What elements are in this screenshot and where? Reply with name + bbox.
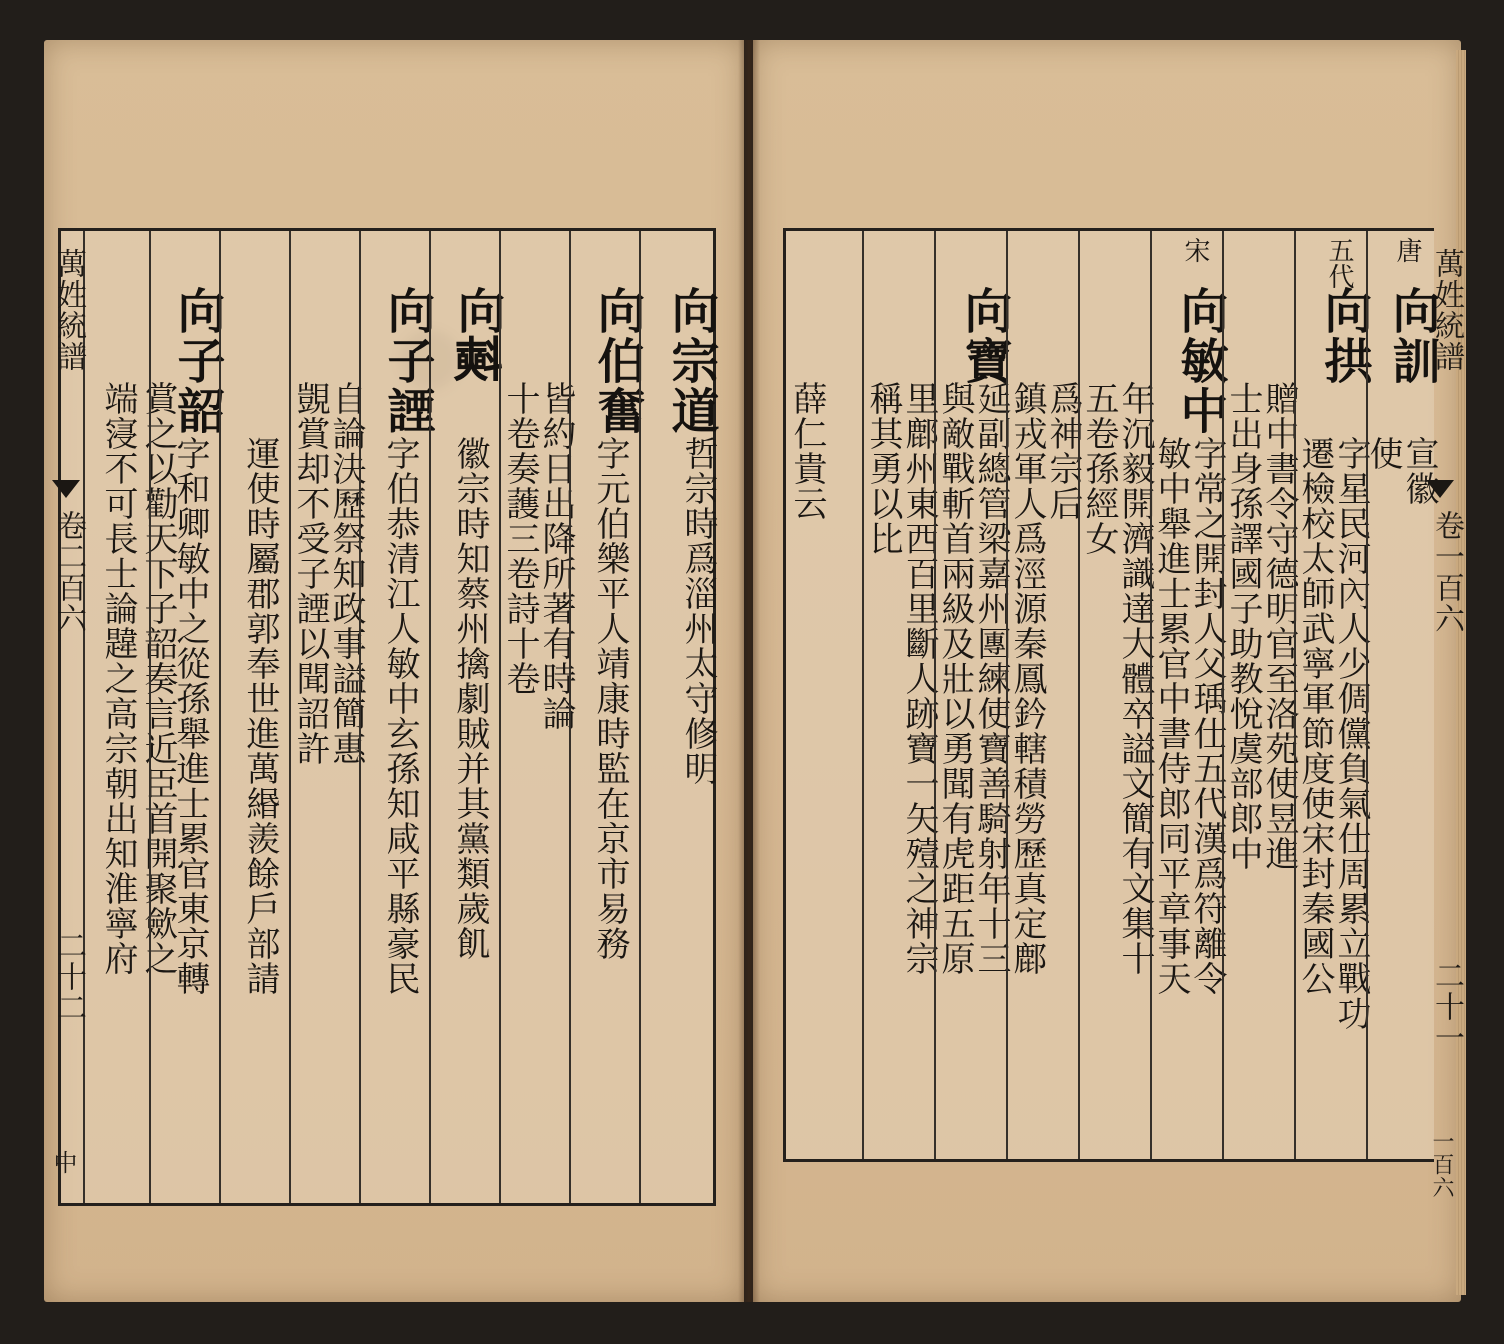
right-entry-col-4	[1006, 231, 1083, 1159]
entry-text-line: 宣徽	[1399, 436, 1439, 506]
entry-text-line: 覬賞却不受子諲以聞詔許	[290, 381, 330, 766]
right-entry-col-6b	[786, 231, 862, 1159]
left-entry-col-2	[569, 231, 645, 1203]
entry-text-line: 十卷奏䕶三卷詩十卷	[500, 381, 540, 696]
right-entry-col-3b	[1078, 231, 1155, 1159]
entry-text-line: 運使時屬郡郭奉世進萬緡羨餘戶部請	[240, 436, 280, 996]
entry-text-line: 五卷孫經女	[1079, 381, 1119, 556]
right-entry-col-5	[934, 231, 1012, 1159]
entry-text-line: 爲神宗后	[1043, 381, 1083, 521]
entry-text-line: 鎮戎軍人爲涇源秦鳳鈐轄積勞歷真定鄜	[1007, 381, 1047, 976]
left-entry-col-1	[639, 231, 719, 1203]
entry-text-line: 字常之開封人父瑀仕五代漢爲符離令	[1187, 436, 1227, 996]
entry-text-line: 皆約日出降所著有時論	[536, 381, 576, 731]
entry-text-line: 哲宗時爲淄州太守修明	[678, 436, 718, 786]
right-entry-col-2	[1294, 231, 1372, 1159]
right-bottom-mark: 一百六	[1429, 1130, 1454, 1199]
entry-name: 向拱	[1316, 286, 1372, 386]
entry-text-line: 端寖不可長士論韙之高宗朝出知淮寧府	[98, 381, 138, 976]
entry-name: 向伯奮	[589, 286, 645, 436]
left-page-number: 二十二	[51, 930, 86, 1023]
entry-text-line: 贈中書令守德明官至洛苑使昱進	[1259, 381, 1299, 871]
entry-text-line: 薛仁貴云	[787, 381, 827, 521]
left-entry-col-6	[289, 231, 366, 1203]
entry-name: 向訓	[1384, 286, 1440, 386]
dynasty-label: 五代	[1324, 237, 1354, 289]
entry-name: 向敏中	[1172, 286, 1228, 436]
entry-text-line: 與敵戰斬首兩級及壯以勇聞有虎距五原	[935, 381, 975, 976]
left-page-frame	[58, 228, 719, 1206]
left-entry-col-7b	[219, 231, 291, 1203]
left-entry-col-4	[429, 231, 505, 1203]
entry-text-line: 年沉毅開濟識達大體卒謚文簡有文集十	[1115, 381, 1155, 976]
entry-text-line: 字星民河內人少倜儻負氣仕周累立戰功	[1331, 436, 1371, 1031]
left-margin-column	[61, 231, 83, 1203]
left-book-title: 萬姓統譜	[51, 248, 86, 372]
right-entry-col-6	[862, 231, 939, 1159]
entry-name: 向寶	[956, 286, 1012, 386]
fish-tail-mark	[52, 480, 80, 498]
dynasty-label: 唐	[1392, 237, 1422, 263]
entry-text-line: 字和卿敏中之從孫舉進士累官東京轉	[170, 436, 210, 996]
fish-tail-mark	[1426, 480, 1454, 498]
entry-name: 向宗道	[663, 286, 719, 436]
entry-name: 向𣂏	[449, 286, 505, 386]
entry-text-line: 遷檢校太師武寧軍節度使宋封秦國公	[1295, 436, 1335, 996]
entry-name: 向子諲	[379, 286, 435, 436]
left-entry-col-7	[149, 231, 225, 1203]
entry-text-line: 延副總管梁嘉州團練使寶善騎射年十三	[971, 381, 1011, 976]
entry-text-line: 稱其勇以比	[863, 381, 903, 556]
left-entry-col-3	[499, 231, 576, 1203]
dynasty-label: 宋	[1180, 237, 1210, 263]
entry-text-line: 敏中舉進士累官中書侍郎同平章事天	[1151, 436, 1191, 996]
left-bottom-mark: 中	[49, 1150, 77, 1175]
right-page-frame	[783, 228, 1440, 1162]
entry-text-line: 里鄜州東西百里斷人跡寶一矢殪之神宗	[899, 381, 939, 976]
right-page-number: 二十一	[1429, 960, 1464, 1053]
entry-text-line: 徽宗時知蔡州擒劇賊并其黨類歲飢	[450, 436, 490, 961]
entry-text-line: 賞之以勸天下子韶奏言近臣首開聚歛之	[138, 381, 178, 976]
right-book-title: 萬姓統譜	[1429, 248, 1464, 372]
entry-name: 向子韶	[169, 286, 225, 436]
right-entry-col-2b	[1222, 231, 1299, 1159]
entry-text-line: 自論決歷祭知政事謚簡惠	[326, 381, 366, 766]
right-entry-col-3	[1150, 231, 1228, 1159]
entry-text-line: 字伯恭清江人敏中玄孫知咸平縣豪民	[380, 436, 420, 996]
book-gutter	[738, 40, 760, 1302]
entry-text-line: 士出身孫譯國子助教悅虞部郎中	[1223, 381, 1263, 871]
left-fish-tail-label: 卷二百六	[51, 510, 86, 634]
entry-text-line: 使	[1363, 436, 1403, 471]
page-edges	[1456, 50, 1466, 1295]
entry-text-line: 字元伯樂平人靖康時監在京市易務	[590, 436, 630, 961]
right-fish-tail-label: 卷一百六	[1429, 510, 1464, 634]
left-entry-col-5	[359, 231, 435, 1203]
left-entry-col-8	[83, 231, 178, 1203]
